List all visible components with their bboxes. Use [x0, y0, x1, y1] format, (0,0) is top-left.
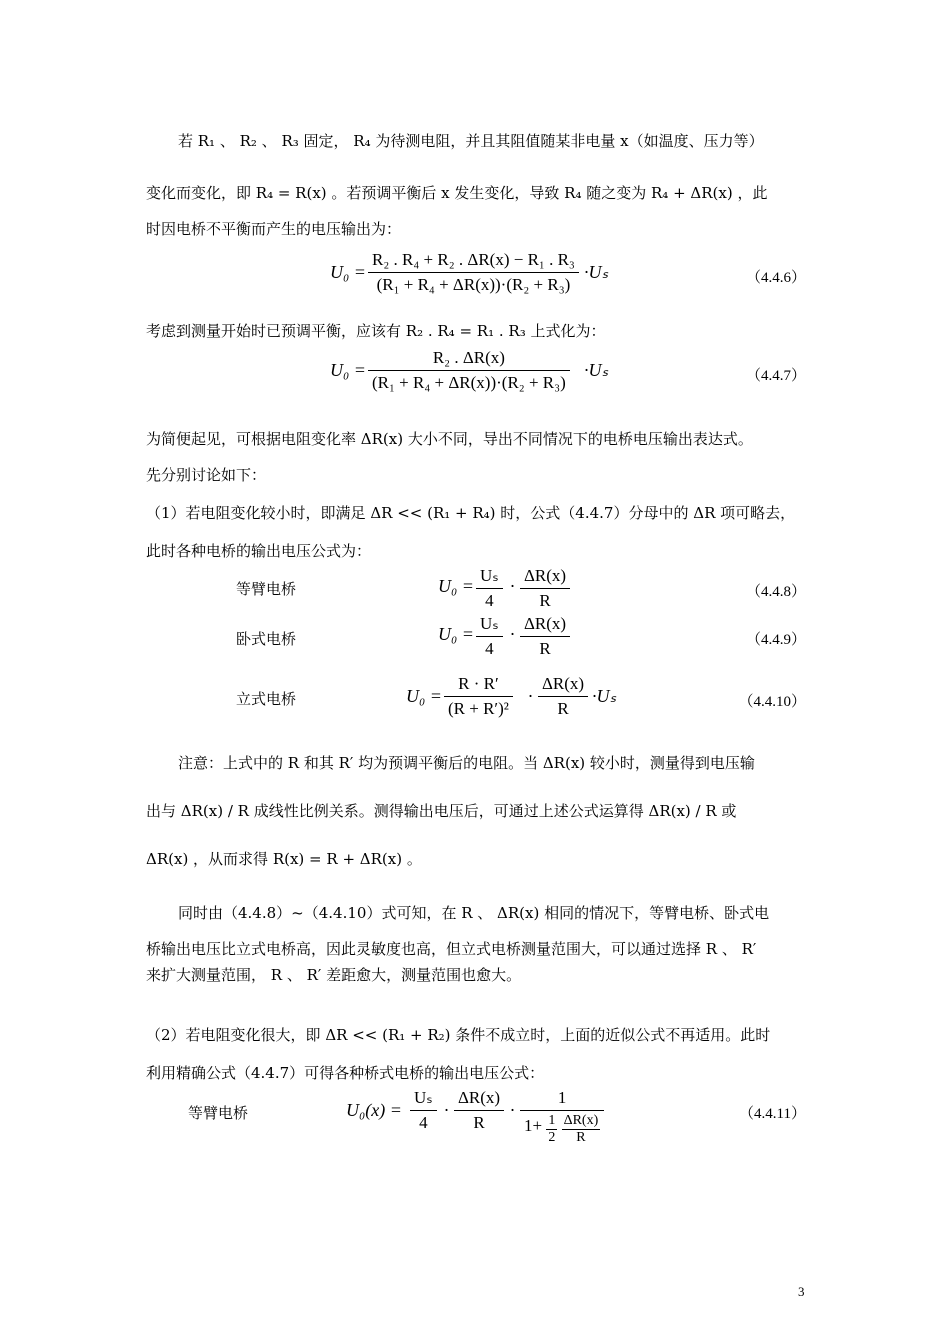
eq4411-f1-den: 4 [419, 1113, 428, 1132]
eq446-denominator: (R₁ + R₄ + ΔR(x))·(R₂ + R₃) [376, 275, 571, 294]
eq4411-half-den: 2 [548, 1130, 556, 1145]
eq4410-fraction-2 [538, 674, 588, 719]
eq4410-fraction-1 [444, 674, 513, 719]
para2: 考虑到测量开始时已预调平衡，应该有 R₂ . R₄ = R₁ . R₃ 上式化为： [146, 322, 606, 340]
eq448-dot: · [510, 576, 515, 596]
eq447-fraction [368, 348, 570, 393]
eq4410-lhs: U₀ = [406, 686, 442, 706]
eq448-fraction-1 [476, 566, 503, 611]
case1-line1: （1）若电阻变化较小时，即满足 ΔR << (R₁ + R₄) 时，公式（4.4.7）分母中的 ΔR 项可略去， [146, 504, 796, 522]
eq449-f2-den: R [539, 639, 551, 658]
equation-4-4-7 [146, 348, 806, 404]
eq4411-f2-den: R [473, 1113, 485, 1132]
eq4411-number: （4.4.11） [739, 1106, 806, 1122]
eq447-rhs: ·Uₛ [584, 360, 609, 380]
para4-line3: 来扩大测量范围， R 、 R′ 差距愈大，测量范围也愈大。 [146, 966, 522, 984]
equation-4-4-9 [146, 614, 806, 670]
eq446-rhs: ·Uₛ [584, 262, 609, 282]
para3-line2: 先分别讨论如下： [146, 466, 267, 484]
eq4410-rhs: ·Uₛ [592, 686, 617, 706]
eq4411-f3-den [520, 1111, 604, 1146]
para4-line1: 同时由（4.4.8）~（4.4.10）式可知，在 R 、 ΔR(x) 相同的情况下，等臂电桥、卧式电 [178, 904, 770, 922]
eq448-f2-num: ΔR(x) [520, 566, 570, 589]
eq4410-f1-num: R · R′ [444, 674, 513, 697]
note-line1: 注意：上式中的 R 和其 R′ 均为预调平衡后的电阻。当 ΔR(x) 较小时，测量得到电压输 [178, 754, 755, 772]
case2-line1: （2）若电阻变化很大，即 ΔR << (R₁ + R₂) 条件不成立时，上面的近似公式不再适用。此时 [146, 1026, 771, 1044]
para1-line2: 变化而变化，即 R₄ = R(x) 。若预调平衡后 x 发生变化，导致 R₄ 随之变为 R₄ + ΔR(x) ，此 [146, 184, 768, 202]
eq449-f2-num: ΔR(x) [520, 614, 570, 637]
eq448-number: （4.4.8） [745, 584, 806, 600]
eq449-dot: · [510, 624, 515, 644]
eq449-label: 卧式电桥 [236, 630, 297, 648]
eq4411-fraction-2 [454, 1088, 504, 1133]
eq448-lhs: U₀ = [438, 576, 474, 596]
eq4411-half [546, 1113, 557, 1146]
eq447-number: （4.4.7） [745, 368, 806, 384]
eq448-f2-den: R [539, 591, 551, 610]
eq447-denominator: (R₁ + R₄ + ΔR(x))·(R₂ + R₃) [372, 373, 566, 392]
eq4411-half-num: 1 [548, 1113, 556, 1128]
eq449-f1-den: 4 [485, 639, 494, 658]
para1-line3: 时因电桥不平衡而产生的电压输出为： [146, 220, 402, 238]
eq4410-dot: · [528, 686, 533, 706]
eq4410-number: （4.4.10） [738, 694, 806, 710]
eq4411-fraction-3 [520, 1088, 604, 1146]
eq448-f1-num: Uₛ [476, 566, 503, 589]
eq4411-f3-den-pre: 1+ [524, 1116, 543, 1136]
eq4410-label: 立式电桥 [236, 690, 297, 708]
eq4411-inner-den: R [576, 1130, 586, 1145]
eq447-lhs: U₀ = [330, 360, 366, 380]
eq449-f1-num: Uₛ [476, 614, 503, 637]
eq449-fraction-1 [476, 614, 503, 659]
para4-line2: 桥输出电压比立式电桥高，因此灵敏度也高，但立式电桥测量范围大，可以通过选择 R 、 R′ [146, 940, 757, 958]
page-number: 3 [798, 1284, 805, 1299]
case1-line2: 此时各种电桥的输出电压公式为： [146, 542, 372, 560]
eq4411-fraction-1 [410, 1088, 437, 1133]
eq4411-f2-num: ΔR(x) [454, 1088, 504, 1111]
equation-4-4-11 [146, 1088, 806, 1158]
eq4410-f2-den: R [557, 699, 569, 718]
eq448-f1-den: 4 [485, 591, 494, 610]
case2-line2: 利用精确公式（4.4.7）可得各种桥式电桥的输出电压公式： [146, 1064, 545, 1082]
eq449-fraction-2 [520, 614, 570, 659]
eq4411-dot-2: · [510, 1100, 515, 1120]
eq449-number: （4.4.9） [745, 632, 806, 648]
eq449-lhs: U₀ = [438, 624, 474, 644]
eq446-number: （4.4.6） [745, 270, 806, 286]
eq4411-inner [562, 1113, 601, 1146]
eq446-numerator: R₂ . R₄ + R₂ . ΔR(x) − R₁ . R₃ [368, 250, 579, 273]
eq447-numerator: R₂ . ΔR(x) [368, 348, 570, 371]
para1-line1: 若 R₁ 、 R₂ 、 R₃ 固定， R₄ 为待测电阻，并且其阻值随某非电量 x（如温度、压力等） [178, 132, 764, 150]
note-line3: ΔR(x) ，从而求得 R(x) = R + ΔR(x) 。 [146, 850, 422, 868]
eq4411-dot-1: · [444, 1100, 449, 1120]
eq4411-f3-num: 1 [520, 1088, 604, 1111]
eq4410-f1-den: (R + R′)² [448, 699, 509, 718]
eq4411-lhs: U₀(x) = [346, 1100, 402, 1120]
eq448-fraction-2 [520, 566, 570, 611]
eq448-label: 等臂电桥 [236, 580, 297, 598]
equation-4-4-6 [146, 250, 806, 306]
equation-4-4-10 [146, 674, 806, 730]
eq446-lhs: U₀ = [330, 262, 366, 282]
eq4411-label: 等臂电桥 [188, 1104, 249, 1122]
eq4411-inner-num: ΔR(x) [563, 1113, 599, 1128]
eq4410-f2-num: ΔR(x) [538, 674, 588, 697]
note-line2: 出与 ΔR(x) / R 成线性比例关系。测得输出电压后，可通过上述公式运算得 ΔR(x) / R 或 [146, 802, 737, 820]
para3-line1: 为简便起见，可根据电阻变化率 ΔR(x) 大小不同，导出不同情况下的电桥电压输出表达式。 [146, 430, 753, 448]
eq4411-f1-num: Uₛ [410, 1088, 437, 1111]
eq446-fraction [368, 250, 579, 295]
